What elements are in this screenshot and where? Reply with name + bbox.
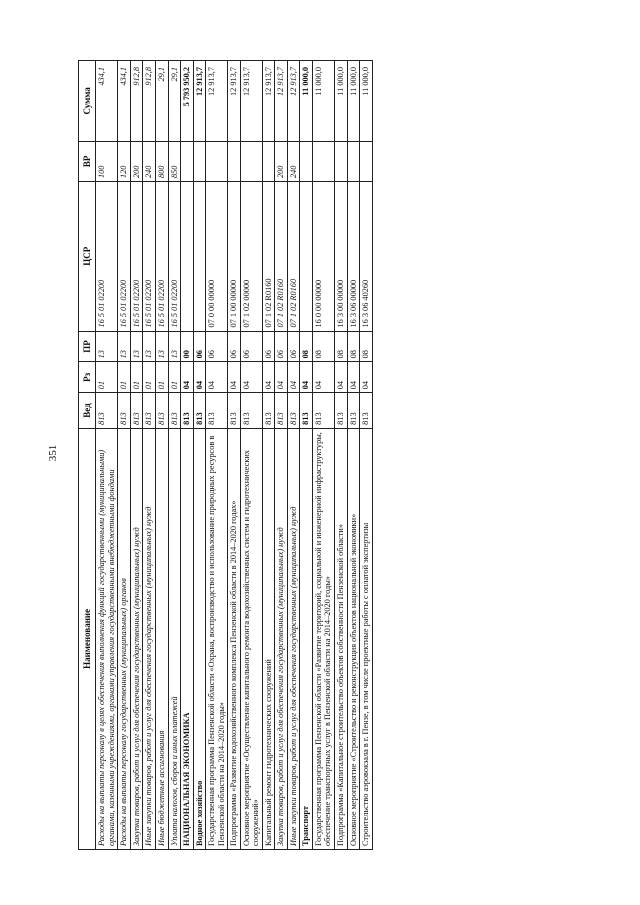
cell-ved: 813 xyxy=(96,393,118,429)
cell-vr xyxy=(300,141,313,181)
cell-name: Иные закупки товаров, работ и услуг для обеспечения государственных (муниципальных) нужд xyxy=(143,428,156,849)
cell-rz: 04 xyxy=(262,362,275,393)
cell-ved: 813 xyxy=(300,393,313,429)
cell-vr: 800 xyxy=(156,141,169,181)
cell-ved: 813 xyxy=(206,393,228,429)
cell-name: НАЦИОНАЛЬНАЯ ЭКОНОМИКА xyxy=(181,428,194,849)
cell-vr: 240 xyxy=(287,141,300,181)
cell-ved: 813 xyxy=(275,393,288,429)
cell-sum: 11 000,0 xyxy=(347,61,360,142)
cell-vr: 100 xyxy=(96,141,118,181)
cell-sum: 434,1 xyxy=(118,61,131,142)
cell-ved: 813 xyxy=(143,393,156,429)
cell-vr xyxy=(262,141,275,181)
cell-rz: 04 xyxy=(206,362,228,393)
cell-csr: 16 5 01 02200 xyxy=(143,182,156,331)
table-row xyxy=(96,61,118,850)
cell-rz: 04 xyxy=(347,362,360,393)
cell-sum: 12 913,7 xyxy=(206,61,228,142)
cell-vr: 200 xyxy=(275,141,288,181)
cell-rz: 04 xyxy=(300,362,313,393)
cell-vr: 850 xyxy=(168,141,181,181)
cell-name: Закупка товаров, работ и услуг для обеспечения государственных (муниципальных) нужд xyxy=(275,428,288,849)
cell-ved: 813 xyxy=(156,393,169,429)
cell-csr: 16 5 01 02200 xyxy=(156,182,169,331)
cell-pr: 08 xyxy=(300,331,313,362)
cell-vr xyxy=(193,141,206,181)
cell-pr: 08 xyxy=(334,331,347,362)
cell-ved: 813 xyxy=(130,393,143,429)
cell-pr: 00 xyxy=(181,331,194,362)
cell-sum: 12 913,7 xyxy=(193,61,206,142)
header-pr: ПР xyxy=(79,331,96,362)
cell-rz: 04 xyxy=(181,362,194,393)
cell-name: Водное хозяйство xyxy=(193,428,206,849)
table-row xyxy=(240,61,262,850)
cell-pr: 08 xyxy=(312,331,334,362)
cell-rz: 04 xyxy=(193,362,206,393)
cell-csr: 16 0 00 00000 xyxy=(312,182,334,331)
cell-vr: 200 xyxy=(130,141,143,181)
cell-ved: 813 xyxy=(312,393,334,429)
cell-vr xyxy=(334,141,347,181)
cell-vr xyxy=(228,141,241,181)
cell-ved: 813 xyxy=(228,393,241,429)
cell-ved: 813 xyxy=(360,393,373,429)
table-row xyxy=(156,61,169,850)
cell-pr: 13 xyxy=(130,331,143,362)
cell-sum: 11 000,0 xyxy=(312,61,334,142)
cell-csr: 16 3 00 00000 xyxy=(334,182,347,331)
cell-name: Подпрограмма «Капитальное строительство объектов собственности Пензенской области» xyxy=(334,428,347,849)
table-row xyxy=(206,61,228,850)
cell-pr: 06 xyxy=(287,331,300,362)
cell-name: Иные закупки товаров, работ и услуг для обеспечения государственных (муниципальных) нужд xyxy=(287,428,300,849)
cell-name: Основное мероприятие «Осуществление капитального ремонта водохозяйственных систем и гидротехнических сооружений» xyxy=(240,428,262,849)
cell-sum: 12 913,7 xyxy=(275,61,288,142)
cell-rz: 04 xyxy=(240,362,262,393)
cell-sum: 12 913,7 xyxy=(287,61,300,142)
cell-vr: 120 xyxy=(118,141,131,181)
cell-rz: 04 xyxy=(334,362,347,393)
table-row xyxy=(181,61,194,850)
cell-name: Расходы на выплаты персоналу в целях обеспечения выполнения функций государственными (муниципальными) органами, казенными учреждениями, органами управления государственными внебюджетными фондами xyxy=(96,428,118,849)
cell-name: Транспорт xyxy=(300,428,313,849)
table-row xyxy=(168,61,181,850)
cell-name: Государственная программа Пензенской области «Развитие территорий, социальной и инженерной инфраструктуры, обеспечение транспортных услуг в Пензенской области на 2014–2020 годы» xyxy=(312,428,334,849)
cell-rz: 01 xyxy=(168,362,181,393)
cell-pr: 06 xyxy=(240,331,262,362)
table-row xyxy=(334,61,347,850)
cell-pr: 13 xyxy=(168,331,181,362)
cell-rz: 04 xyxy=(360,362,373,393)
cell-name: Иные бюджетные ассигнования xyxy=(156,428,169,849)
cell-csr: 07 0 00 00000 xyxy=(206,182,228,331)
cell-pr: 13 xyxy=(143,331,156,362)
header-name: Наименование xyxy=(79,428,96,849)
table-row xyxy=(275,61,288,850)
cell-rz: 01 xyxy=(156,362,169,393)
table-row xyxy=(312,61,334,850)
cell-sum: 912,8 xyxy=(130,61,143,142)
cell-rz: 04 xyxy=(287,362,300,393)
cell-csr xyxy=(300,182,313,331)
cell-rz: 04 xyxy=(312,362,334,393)
cell-ved: 813 xyxy=(193,393,206,429)
cell-ved: 813 xyxy=(262,393,275,429)
cell-vr xyxy=(360,141,373,181)
cell-vr xyxy=(181,141,194,181)
cell-csr: 16 5 01 02200 xyxy=(168,182,181,331)
cell-name: Основное мероприятие «Строительство и реконструкция объектов национальной экономики» xyxy=(347,428,360,849)
table-row xyxy=(347,61,360,850)
cell-ved: 813 xyxy=(181,393,194,429)
cell-pr: 06 xyxy=(262,331,275,362)
cell-sum: 12 913,7 xyxy=(240,61,262,142)
cell-csr xyxy=(193,182,206,331)
cell-csr: 07 1 00 00000 xyxy=(228,182,241,331)
cell-name: Капитальный ремонт гидротехнических сооружений xyxy=(262,428,275,849)
cell-vr: 240 xyxy=(143,141,156,181)
cell-rz: 01 xyxy=(130,362,143,393)
cell-pr: 06 xyxy=(206,331,228,362)
cell-csr xyxy=(181,182,194,331)
cell-name: Закупка товаров, работ и услуг для обеспечения государственных (муниципальных) нужд xyxy=(130,428,143,849)
cell-sum: 12 913,7 xyxy=(228,61,241,142)
page-number: 351 xyxy=(47,444,59,462)
cell-sum: 11 000,0 xyxy=(360,61,373,142)
cell-pr: 06 xyxy=(275,331,288,362)
cell-rz: 01 xyxy=(118,362,131,393)
cell-sum: 11 000,0 xyxy=(300,61,313,142)
cell-ved: 813 xyxy=(240,393,262,429)
table-row xyxy=(118,61,131,850)
header-rz: Рз xyxy=(79,362,96,393)
cell-pr: 06 xyxy=(193,331,206,362)
cell-sum: 29,1 xyxy=(168,61,181,142)
table-row xyxy=(228,61,241,850)
cell-csr: 16 3 06 00000 xyxy=(347,182,360,331)
cell-csr: 07 1 02 R0160 xyxy=(275,182,288,331)
cell-sum: 29,1 xyxy=(156,61,169,142)
cell-rz: 04 xyxy=(228,362,241,393)
table-header-row xyxy=(79,61,96,850)
cell-vr xyxy=(347,141,360,181)
cell-pr: 13 xyxy=(156,331,169,362)
cell-vr xyxy=(206,141,228,181)
cell-csr: 16 5 01 02200 xyxy=(96,182,118,331)
header-csr: ЦСР xyxy=(79,182,96,331)
header-sum: Сумма xyxy=(79,61,96,142)
cell-vr xyxy=(312,141,334,181)
cell-pr: 08 xyxy=(347,331,360,362)
rotated-table-container xyxy=(78,60,576,850)
cell-name: Уплата налогов, сборов и иных платежей xyxy=(168,428,181,849)
cell-sum: 434,1 xyxy=(96,61,118,142)
table-row xyxy=(360,61,373,850)
cell-rz: 01 xyxy=(96,362,118,393)
cell-sum: 12 913,7 xyxy=(262,61,275,142)
cell-sum: 11 000,0 xyxy=(334,61,347,142)
cell-pr: 08 xyxy=(360,331,373,362)
cell-name: Государственная программа Пензенской области «Охрана, воспроизводство и использование природных ресурсов в Пензенской области на 2014–2020 годы» xyxy=(206,428,228,849)
table-row xyxy=(130,61,143,850)
cell-rz: 04 xyxy=(275,362,288,393)
cell-csr: 07 1 02 R0160 xyxy=(287,182,300,331)
cell-vr xyxy=(240,141,262,181)
cell-ved: 813 xyxy=(168,393,181,429)
cell-sum: 5 793 950,2 xyxy=(181,61,194,142)
table-row xyxy=(287,61,300,850)
cell-ved: 813 xyxy=(287,393,300,429)
cell-csr: 07 1 02 R0160 xyxy=(262,182,275,331)
cell-pr: 13 xyxy=(118,331,131,362)
header-ved: Вед xyxy=(79,393,96,429)
cell-ved: 813 xyxy=(118,393,131,429)
cell-csr: 16 5 01 02200 xyxy=(130,182,143,331)
header-vr: ВР xyxy=(79,141,96,181)
table-row xyxy=(300,61,313,850)
cell-pr: 06 xyxy=(228,331,241,362)
cell-ved: 813 xyxy=(334,393,347,429)
cell-csr: 16 3 06 40260 xyxy=(360,182,373,331)
cell-csr: 07 1 02 00000 xyxy=(240,182,262,331)
cell-rz: 01 xyxy=(143,362,156,393)
cell-pr: 13 xyxy=(96,331,118,362)
cell-name: Подпрограмма «Развитие водохозяйственного комплекса Пензенской области в 2014–2020 годах» xyxy=(228,428,241,849)
table-row xyxy=(262,61,275,850)
cell-name: Расходы на выплаты персоналу государственных (муниципальных) органов xyxy=(118,428,131,849)
table-row xyxy=(143,61,156,850)
table-row xyxy=(193,61,206,850)
cell-name: Строительство аэровокзала в г. Пензе, в том числе проектные работы с оплатой экспертизы xyxy=(360,428,373,849)
cell-csr: 16 5 01 02200 xyxy=(118,182,131,331)
cell-sum: 912,8 xyxy=(143,61,156,142)
cell-ved: 813 xyxy=(347,393,360,429)
budget-table xyxy=(78,60,373,850)
